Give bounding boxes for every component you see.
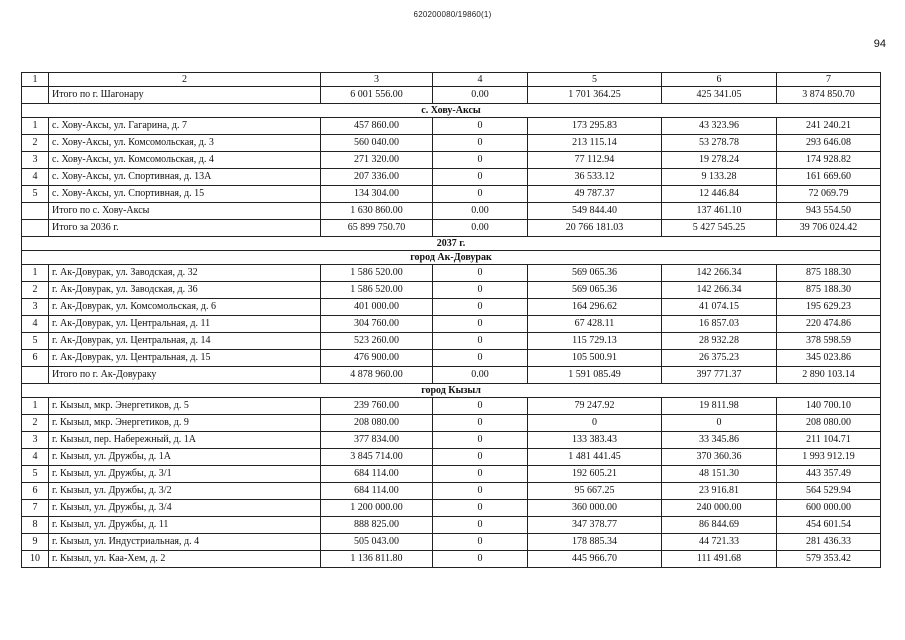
value-cell: 0 (433, 169, 528, 186)
address-cell: г. Ак-Довурак, ул. Центральная, д. 14 (49, 333, 321, 350)
address-cell: с. Хову-Аксы, ул. Комсомольская, д. 4 (49, 152, 321, 169)
value-cell: 208 080.00 (777, 415, 881, 432)
value-cell: 0 (433, 466, 528, 483)
address-cell: г. Кызыл, ул. Дружбы, д. 3/1 (49, 466, 321, 483)
value-cell: 12 446.84 (662, 186, 777, 203)
value-cell: 875 188.30 (777, 265, 881, 282)
value-cell: 888 825.00 (321, 517, 433, 534)
row-number-cell: 6 (22, 483, 49, 500)
value-cell: 425 341.05 (662, 87, 777, 104)
value-cell: 271 320.00 (321, 152, 433, 169)
value-cell: 140 700.10 (777, 398, 881, 415)
value-cell: 0 (433, 483, 528, 500)
row-number-cell: 4 (22, 449, 49, 466)
address-cell: г. Кызыл, ул. Дружбы, д. 11 (49, 517, 321, 534)
value-cell: 1 200 000.00 (321, 500, 433, 517)
row-number-cell: 10 (22, 551, 49, 568)
value-cell: 0 (433, 432, 528, 449)
value-cell: 137 461.10 (662, 203, 777, 220)
value-cell: 23 916.81 (662, 483, 777, 500)
table-row (22, 534, 881, 551)
column-header: 3 (321, 73, 433, 87)
value-cell: 115 729.13 (528, 333, 662, 350)
row-number-cell: 5 (22, 333, 49, 350)
address-cell: г. Кызыл, пер. Набережный, д. 1А (49, 432, 321, 449)
value-cell: 1 136 811.80 (321, 551, 433, 568)
address-cell: г. Кызыл, ул. Индустриальная, д. 4 (49, 534, 321, 551)
row-number-cell (22, 367, 49, 384)
value-cell: 36 533.12 (528, 169, 662, 186)
table-row (22, 415, 881, 432)
value-cell: 0 (433, 551, 528, 568)
row-number-cell: 3 (22, 432, 49, 449)
table-row (22, 432, 881, 449)
value-cell: 378 598.59 (777, 333, 881, 350)
address-cell: г. Кызыл, мкр. Энергетиков, д. 5 (49, 398, 321, 415)
row-number-cell (22, 87, 49, 104)
address-cell: г. Ак-Довурак, ул. Центральная, д. 15 (49, 350, 321, 367)
value-cell: 0 (433, 534, 528, 551)
row-number-cell (22, 203, 49, 220)
value-cell: 1 701 364.25 (528, 87, 662, 104)
value-cell: 6 001 556.00 (321, 87, 433, 104)
value-cell: 564 529.94 (777, 483, 881, 500)
table-row (22, 398, 881, 415)
value-cell: 397 771.37 (662, 367, 777, 384)
budget-table (21, 72, 881, 568)
value-cell: 1 586 520.00 (321, 265, 433, 282)
value-cell: 33 345.86 (662, 432, 777, 449)
value-cell: 0.00 (433, 220, 528, 237)
value-cell: 142 266.34 (662, 282, 777, 299)
column-header: 6 (662, 73, 777, 87)
address-cell: Итого по г. Шагонару (49, 87, 321, 104)
row-number-cell: 4 (22, 169, 49, 186)
value-cell: 377 834.00 (321, 432, 433, 449)
row-number-cell: 5 (22, 466, 49, 483)
value-cell: 560 040.00 (321, 135, 433, 152)
value-cell: 360 000.00 (528, 500, 662, 517)
value-cell: 0 (433, 517, 528, 534)
document-id: 620200080/19860(1) (413, 10, 492, 19)
value-cell: 445 966.70 (528, 551, 662, 568)
row-number-cell: 1 (22, 398, 49, 415)
value-cell: 0.00 (433, 203, 528, 220)
value-cell: 0 (433, 333, 528, 350)
value-cell: 240 000.00 (662, 500, 777, 517)
total-row (22, 220, 881, 237)
value-cell: 5 427 545.25 (662, 220, 777, 237)
table-row (22, 282, 881, 299)
value-cell: 1 591 085.49 (528, 367, 662, 384)
address-cell: г. Кызыл, ул. Дружбы, д. 3/4 (49, 500, 321, 517)
address-cell: с. Хову-Аксы, ул. Комсомольская, д. 3 (49, 135, 321, 152)
address-cell: г. Ак-Довурак, ул. Заводская, д. 36 (49, 282, 321, 299)
value-cell: 476 900.00 (321, 350, 433, 367)
row-number-cell: 6 (22, 350, 49, 367)
value-cell: 41 074.15 (662, 299, 777, 316)
value-cell: 875 188.30 (777, 282, 881, 299)
value-cell: 0 (433, 415, 528, 432)
year-heading-row (22, 237, 881, 251)
row-number-cell: 5 (22, 186, 49, 203)
value-cell: 3 845 714.00 (321, 449, 433, 466)
row-number-cell (22, 220, 49, 237)
value-cell: 1 481 441.45 (528, 449, 662, 466)
value-cell: 174 928.82 (777, 152, 881, 169)
table-row (22, 517, 881, 534)
value-cell: 569 065.36 (528, 265, 662, 282)
value-cell: 49 787.37 (528, 186, 662, 203)
value-cell: 142 266.34 (662, 265, 777, 282)
row-number-cell: 3 (22, 299, 49, 316)
row-number-cell: 2 (22, 415, 49, 432)
address-cell: г. Кызыл, ул. Дружбы, д. 1А (49, 449, 321, 466)
table-row (22, 483, 881, 500)
value-cell: 65 899 750.70 (321, 220, 433, 237)
value-cell: 239 760.00 (321, 398, 433, 415)
value-cell: 241 240.21 (777, 118, 881, 135)
header-row (22, 73, 881, 87)
value-cell: 347 378.77 (528, 517, 662, 534)
value-cell: 0 (433, 152, 528, 169)
value-cell: 195 629.23 (777, 299, 881, 316)
section-heading: с. Хову-Аксы (22, 104, 881, 118)
table-row (22, 551, 881, 568)
address-cell: Итого по г. Ак-Довураку (49, 367, 321, 384)
total-row (22, 367, 881, 384)
value-cell: 4 878 960.00 (321, 367, 433, 384)
row-number-cell: 8 (22, 517, 49, 534)
section-heading-row (22, 104, 881, 118)
table-row (22, 466, 881, 483)
value-cell: 0 (433, 316, 528, 333)
value-cell: 345 023.86 (777, 350, 881, 367)
value-cell: 0 (662, 415, 777, 432)
value-cell: 0 (433, 398, 528, 415)
value-cell: 111 491.68 (662, 551, 777, 568)
value-cell: 19 278.24 (662, 152, 777, 169)
value-cell: 0 (433, 186, 528, 203)
value-cell: 105 500.91 (528, 350, 662, 367)
address-cell: г. Кызыл, ул. Дружбы, д. 3/2 (49, 483, 321, 500)
table-row (22, 333, 881, 350)
value-cell: 684 114.00 (321, 483, 433, 500)
value-cell: 79 247.92 (528, 398, 662, 415)
column-header: 4 (433, 73, 528, 87)
value-cell: 95 667.25 (528, 483, 662, 500)
address-cell: г. Ак-Довурак, ул. Центральная, д. 11 (49, 316, 321, 333)
value-cell: 0 (433, 282, 528, 299)
value-cell: 0 (433, 135, 528, 152)
value-cell: 53 278.78 (662, 135, 777, 152)
value-cell: 0.00 (433, 367, 528, 384)
value-cell: 457 860.00 (321, 118, 433, 135)
row-number-cell: 1 (22, 265, 49, 282)
value-cell: 28 932.28 (662, 333, 777, 350)
value-cell: 207 336.00 (321, 169, 433, 186)
value-cell: 523 260.00 (321, 333, 433, 350)
value-cell: 0 (433, 449, 528, 466)
value-cell: 178 885.34 (528, 534, 662, 551)
value-cell: 549 844.40 (528, 203, 662, 220)
value-cell: 86 844.69 (662, 517, 777, 534)
address-cell: Итого за 2036 г. (49, 220, 321, 237)
value-cell: 72 069.79 (777, 186, 881, 203)
value-cell: 1 630 860.00 (321, 203, 433, 220)
value-cell: 293 646.08 (777, 135, 881, 152)
value-cell: 3 874 850.70 (777, 87, 881, 104)
value-cell: 133 383.43 (528, 432, 662, 449)
row-number-cell: 1 (22, 118, 49, 135)
value-cell: 0 (433, 118, 528, 135)
section-heading-row (22, 384, 881, 398)
table-row (22, 299, 881, 316)
value-cell: 208 080.00 (321, 415, 433, 432)
table-row (22, 265, 881, 282)
address-cell: г. Ак-Довурак, ул. Заводская, д. 32 (49, 265, 321, 282)
value-cell: 600 000.00 (777, 500, 881, 517)
value-cell: 213 115.14 (528, 135, 662, 152)
table-row (22, 350, 881, 367)
section-heading-row (22, 251, 881, 265)
value-cell: 684 114.00 (321, 466, 433, 483)
total-row (22, 87, 881, 104)
address-cell: Итого по с. Хову-Аксы (49, 203, 321, 220)
column-header: 1 (22, 73, 49, 87)
row-number-cell: 2 (22, 282, 49, 299)
value-cell: 48 151.30 (662, 466, 777, 483)
value-cell: 220 474.86 (777, 316, 881, 333)
row-number-cell: 3 (22, 152, 49, 169)
value-cell: 943 554.50 (777, 203, 881, 220)
value-cell: 505 043.00 (321, 534, 433, 551)
value-cell: 0 (433, 350, 528, 367)
total-row (22, 203, 881, 220)
value-cell: 211 104.71 (777, 432, 881, 449)
value-cell: 161 669.60 (777, 169, 881, 186)
value-cell: 0 (433, 299, 528, 316)
address-cell: г. Кызыл, ул. Каа-Хем, д. 2 (49, 551, 321, 568)
row-number-cell: 4 (22, 316, 49, 333)
table-row (22, 449, 881, 466)
page-number: 94 (873, 38, 886, 50)
value-cell: 43 323.96 (662, 118, 777, 135)
value-cell: 9 133.28 (662, 169, 777, 186)
year-heading: 2037 г. (22, 237, 881, 251)
value-cell: 2 890 103.14 (777, 367, 881, 384)
value-cell: 77 112.94 (528, 152, 662, 169)
value-cell: 173 295.83 (528, 118, 662, 135)
address-cell: с. Хову-Аксы, ул. Гагарина, д. 7 (49, 118, 321, 135)
value-cell: 67 428.11 (528, 316, 662, 333)
column-header: 2 (49, 73, 321, 87)
table-row (22, 169, 881, 186)
section-heading: город Кызыл (22, 384, 881, 398)
value-cell: 134 304.00 (321, 186, 433, 203)
value-cell: 0.00 (433, 87, 528, 104)
value-cell: 16 857.03 (662, 316, 777, 333)
value-cell: 1 586 520.00 (321, 282, 433, 299)
section-heading: город Ак-Довурак (22, 251, 881, 265)
table-row (22, 186, 881, 203)
value-cell: 401 000.00 (321, 299, 433, 316)
value-cell: 569 065.36 (528, 282, 662, 299)
value-cell: 1 993 912.19 (777, 449, 881, 466)
value-cell: 44 721.33 (662, 534, 777, 551)
table-row (22, 135, 881, 152)
table-row (22, 118, 881, 135)
row-number-cell: 2 (22, 135, 49, 152)
value-cell: 443 357.49 (777, 466, 881, 483)
address-cell: г. Ак-Довурак, ул. Комсомольская, д. 6 (49, 299, 321, 316)
row-number-cell: 9 (22, 534, 49, 551)
column-header: 5 (528, 73, 662, 87)
value-cell: 39 706 024.42 (777, 220, 881, 237)
value-cell: 164 296.62 (528, 299, 662, 316)
value-cell: 0 (433, 265, 528, 282)
address-cell: с. Хову-Аксы, ул. Спортивная, д. 15 (49, 186, 321, 203)
value-cell: 454 601.54 (777, 517, 881, 534)
value-cell: 20 766 181.03 (528, 220, 662, 237)
value-cell: 0 (528, 415, 662, 432)
value-cell: 370 360.36 (662, 449, 777, 466)
value-cell: 579 353.42 (777, 551, 881, 568)
address-cell: с. Хову-Аксы, ул. Спортивная, д. 13А (49, 169, 321, 186)
value-cell: 26 375.23 (662, 350, 777, 367)
table-row (22, 500, 881, 517)
value-cell: 281 436.33 (777, 534, 881, 551)
table-row (22, 316, 881, 333)
address-cell: г. Кызыл, мкр. Энергетиков, д. 9 (49, 415, 321, 432)
value-cell: 304 760.00 (321, 316, 433, 333)
row-number-cell: 7 (22, 500, 49, 517)
table-row (22, 152, 881, 169)
value-cell: 0 (433, 500, 528, 517)
value-cell: 19 811.98 (662, 398, 777, 415)
value-cell: 192 605.21 (528, 466, 662, 483)
column-header: 7 (777, 73, 881, 87)
